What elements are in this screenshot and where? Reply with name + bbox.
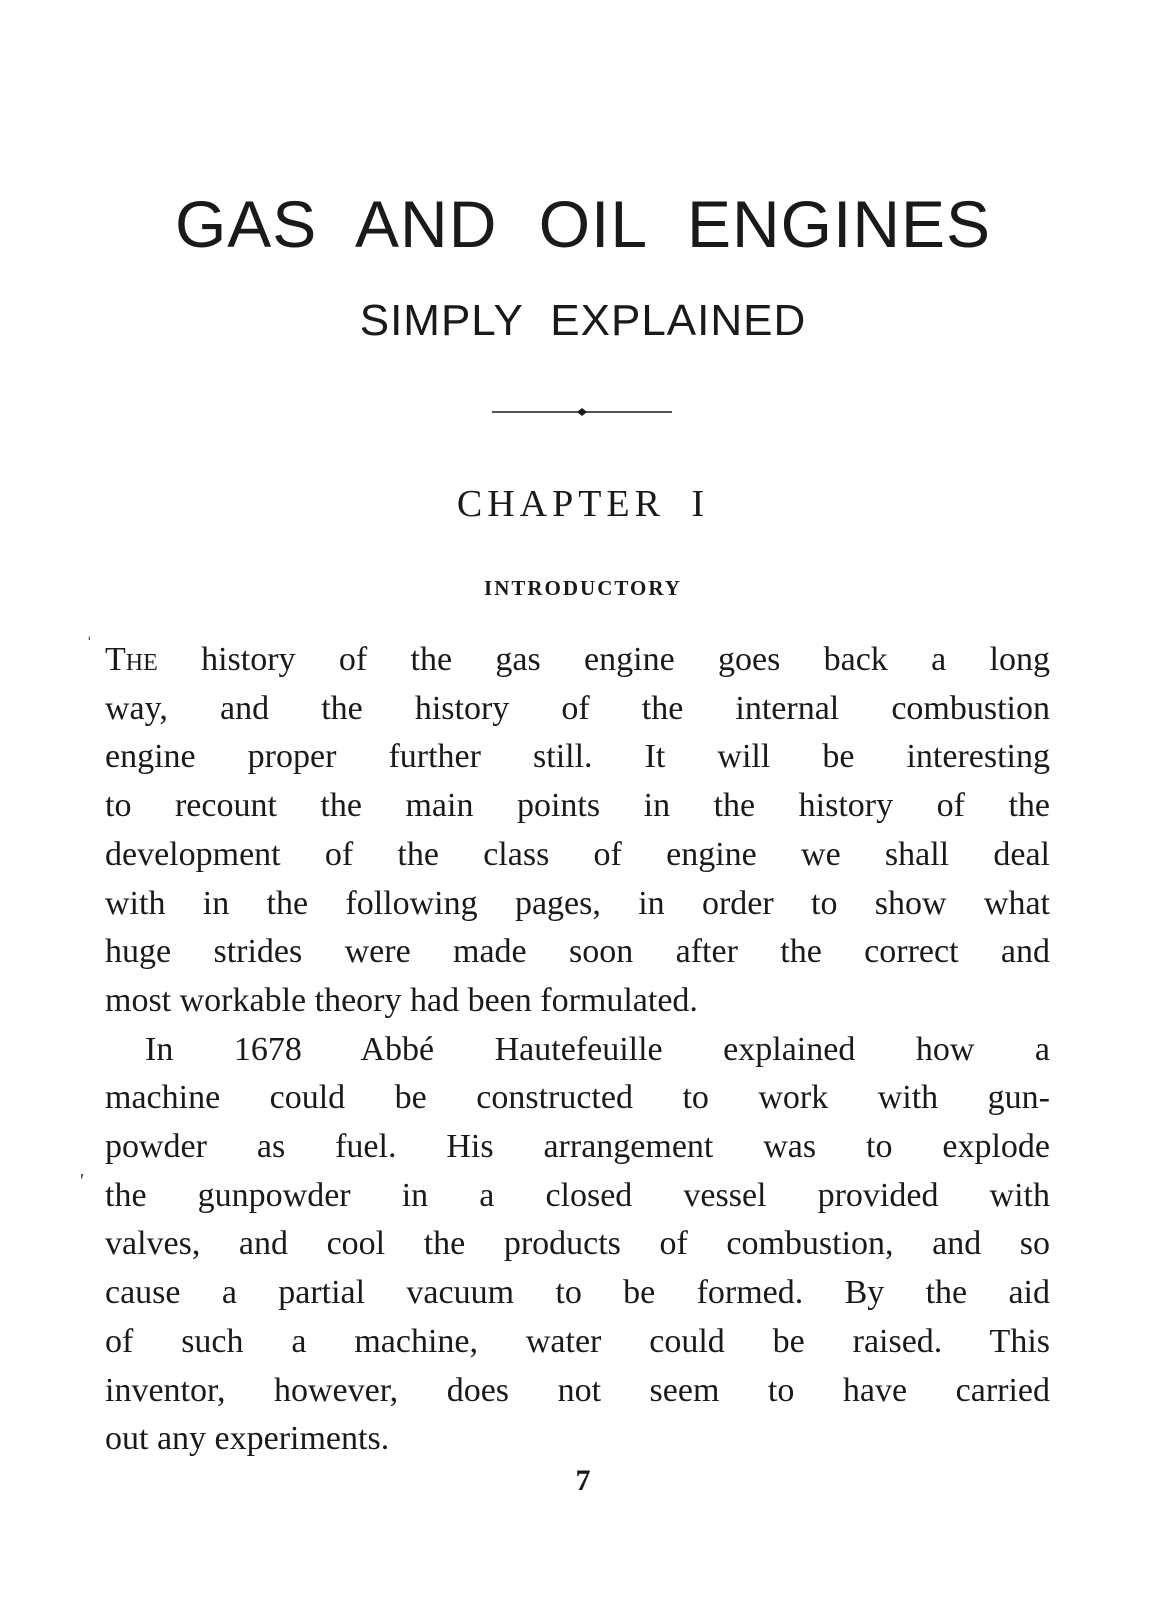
paragraph-2-line-3: powder as fuel. His arrangement was to explode (105, 1128, 1050, 1166)
page-number: 7 (575, 1464, 591, 1497)
paragraph-1-line-4: to recount the main points in the history of the (105, 787, 1050, 825)
ornament-divider (492, 408, 672, 416)
paragraph-2-line-4: the gunpowder in a closed vessel provided with (105, 1176, 1050, 1214)
paragraph-2-line-6: cause a partial vacuum to be formed. By the aid (105, 1274, 1050, 1312)
section-heading: INTRODUCTORY (484, 576, 682, 600)
chapter-heading: CHAPTER I (456, 483, 710, 525)
paragraph-2-line-2: machine could be constructed to work with gun- (105, 1079, 1050, 1117)
paragraph-1-line-8: most workable theory had been formulated. (105, 981, 698, 1019)
margin-mark: ˈ (86, 634, 93, 656)
paragraph-2-line-8: inventor, however, does not seem to have carried (105, 1371, 1050, 1409)
paragraph-2-line-1: In 1678 Abbé Hautefeuille explained how a (145, 1030, 1050, 1068)
book-subtitle: SIMPLY EXPLAINED (359, 296, 807, 345)
book-title: GAS AND OIL ENGINES (174, 187, 992, 261)
paragraph-1-line-2: way, and the history of the internal combustion (105, 689, 1050, 727)
paragraph-1-line-3: engine proper further still. It will be interesting (105, 738, 1050, 776)
paragraph-1-line-1: The history of the gas engine goes back a long (105, 641, 1051, 678)
paragraph-1-line-5: development of the class of engine we shall deal (105, 835, 1050, 873)
body-text (105, 636, 1050, 1464)
paragraph-2-line-9: out any experiments. (105, 1420, 390, 1458)
paragraph-1-line-6: with in the following pages, in order to show what (105, 884, 1050, 922)
paragraph-2-line-5: valves, and cool the products of combustion, and so (105, 1225, 1050, 1263)
margin-mark: ′ (80, 1170, 85, 1192)
paragraph-2-line-7: of such a machine, water could be raised. This (105, 1322, 1050, 1360)
paragraph-1-line-7: huge strides were made soon after the correct and (105, 933, 1050, 971)
drop-word: The (105, 641, 158, 678)
